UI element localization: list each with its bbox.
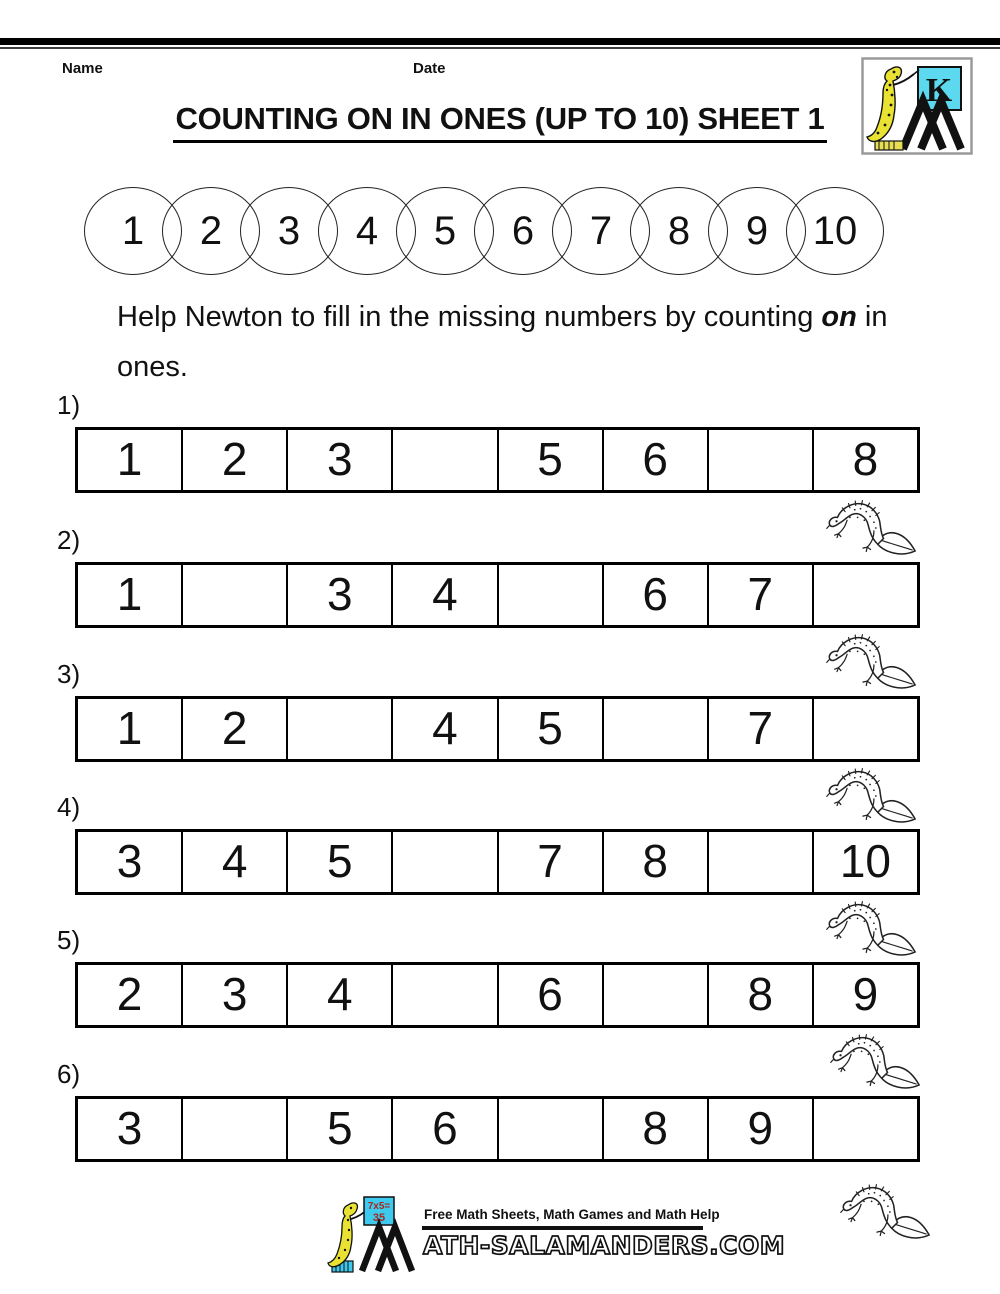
number-cell: 8: [604, 1099, 709, 1159]
page-title: COUNTING ON IN ONES (UP TO 10) SHEET 1: [173, 101, 828, 143]
number-cell: 5: [499, 699, 604, 759]
number-strip: [75, 1096, 920, 1162]
answer-cell[interactable]: [604, 699, 709, 759]
newt-icon: [826, 897, 918, 959]
number-cell: 1: [78, 430, 183, 490]
number-cell: 8: [852, 433, 879, 485]
number-cell: 5: [288, 1099, 393, 1159]
number-cell: 2: [78, 965, 183, 1025]
number-cell: 10: [839, 835, 892, 887]
answer-cell[interactable]: [393, 832, 498, 892]
track-circle: 4: [318, 187, 416, 275]
instruction-line-2: ones.: [117, 351, 188, 383]
number-cell: 2: [183, 430, 288, 490]
newt-icon: [826, 764, 918, 826]
instruction-segment: in: [856, 301, 888, 333]
number-cell: 9: [709, 1099, 814, 1159]
answer-cell[interactable]: [709, 832, 814, 892]
track-circle: 8: [630, 187, 728, 275]
track-circle: 6: [474, 187, 572, 275]
board-text-line2: 35: [372, 1212, 386, 1224]
number-cell: 6: [499, 965, 604, 1025]
board-text-line1: 7x5=: [367, 1201, 391, 1212]
number-cell: 7: [499, 832, 604, 892]
problem-label: 3): [57, 659, 81, 689]
number-cell: 3: [288, 565, 393, 625]
newt-icon: [826, 630, 918, 692]
track-circle: 5: [396, 187, 494, 275]
problem-label: 5): [57, 925, 81, 955]
number-cell: 7: [709, 565, 814, 625]
instruction-text: [117, 292, 887, 392]
instruction-line-1: [117, 292, 887, 342]
number-cell: 1: [78, 699, 183, 759]
footer-wordmark: ATH-SALAMANDERS.COM: [423, 1231, 786, 1260]
title-row: [0, 101, 1000, 143]
k-letter: K: [925, 72, 953, 109]
answer-cell[interactable]: [814, 565, 917, 625]
number-cell: 4: [393, 565, 498, 625]
problem-label: 2): [57, 525, 81, 555]
instruction-segment: Help Newton to fill in the missing numbers by counting: [117, 301, 822, 333]
footer-tagline: Free Math Sheets, Math Games and Math Help: [424, 1207, 720, 1222]
number-cell: 5: [499, 430, 604, 490]
track-circle: 9: [708, 187, 806, 275]
number-strip: [75, 829, 920, 895]
newt-icon: [826, 496, 918, 558]
answer-cell[interactable]: [499, 1099, 604, 1159]
instruction-emphasis: on: [821, 301, 857, 333]
footer-logo: [326, 1195, 426, 1277]
answer-cell[interactable]: [393, 965, 498, 1025]
number-cell: 1: [78, 565, 183, 625]
answer-cell[interactable]: [814, 699, 917, 759]
problem-label: 1): [57, 390, 81, 420]
problem-label: 4): [57, 792, 81, 822]
number-cell: 7: [709, 699, 814, 759]
number-cell: 4: [393, 699, 498, 759]
newt-icon: [840, 1180, 932, 1242]
number-cell: 4: [288, 965, 393, 1025]
number-cell: 2: [183, 699, 288, 759]
track-circle: 10: [786, 187, 884, 275]
number-cell: 3: [288, 430, 393, 490]
newt-icon: [830, 1030, 922, 1092]
number-cell: 6: [604, 565, 709, 625]
number-cell: 6: [393, 1099, 498, 1159]
number-cell: 8: [709, 965, 814, 1025]
name-label: Name: [62, 60, 103, 77]
track-circle: 1: [84, 187, 182, 275]
answer-cell[interactable]: [499, 565, 604, 625]
answer-cell[interactable]: [709, 430, 814, 490]
answer-cell[interactable]: [183, 565, 288, 625]
top-rule-thick: [0, 38, 1000, 45]
m-letter-icon: [362, 1227, 412, 1271]
number-cell: 4: [183, 832, 288, 892]
track-circle: 2: [162, 187, 260, 275]
number-strip: [75, 427, 920, 493]
track-circle: 3: [240, 187, 338, 275]
answer-cell[interactable]: [393, 430, 498, 490]
number-cell: 5: [288, 832, 393, 892]
top-rule-thin: [0, 47, 1000, 49]
number-cell: 3: [183, 965, 288, 1025]
number-strip: [75, 962, 920, 1028]
problem-label: 6): [57, 1059, 81, 1089]
number-cell: 3: [78, 1099, 183, 1159]
answer-cell[interactable]: [814, 1099, 917, 1159]
date-label: Date: [413, 60, 446, 77]
answer-cell[interactable]: [183, 1099, 288, 1159]
number-cell: 8: [604, 832, 709, 892]
answer-cell[interactable]: [604, 965, 709, 1025]
number-cell: 6: [604, 430, 709, 490]
number-cell: 9: [852, 968, 879, 1020]
footer-rule: [422, 1226, 703, 1230]
track-circle: 7: [552, 187, 650, 275]
number-cell: 3: [78, 832, 183, 892]
number-strip: [75, 696, 920, 762]
number-strip: [75, 562, 920, 628]
answer-cell[interactable]: [288, 699, 393, 759]
